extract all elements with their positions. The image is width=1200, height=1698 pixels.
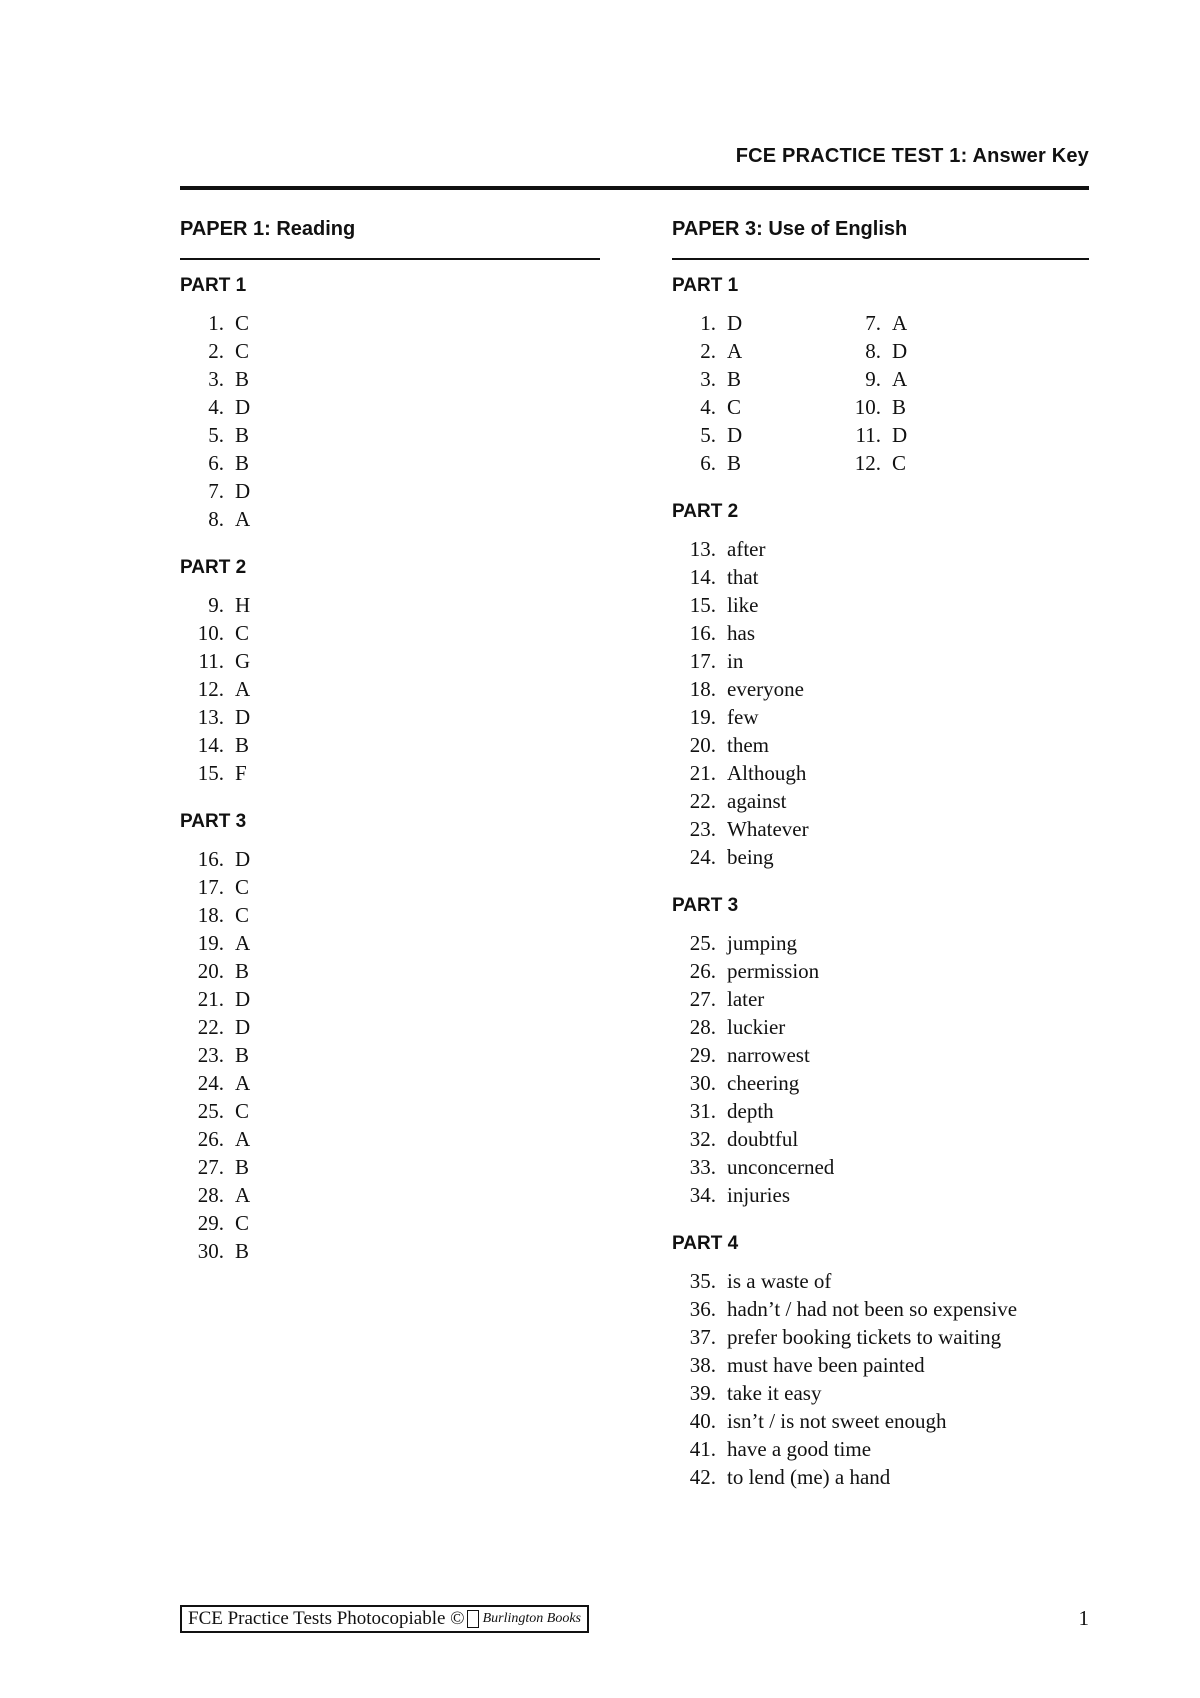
paper3-part2-title: PART 2: [672, 501, 739, 522]
answer-row: [180, 393, 600, 421]
title-divider: [180, 186, 1089, 190]
question-number: 27.: [689, 987, 716, 1011]
question-number: 17.: [197, 875, 224, 899]
answer-row: [837, 449, 907, 477]
paper3-part1-answers-left: [672, 309, 742, 477]
paper1-column: [180, 214, 600, 1286]
paper3-part1-answers-right: [837, 309, 907, 477]
page-title: FCE PRACTICE TEST 1: Answer Key: [735, 145, 1089, 167]
question-number: 12.: [854, 451, 881, 475]
paper3-part3-title: PART 3: [672, 895, 739, 916]
answer-row: [672, 337, 742, 365]
question-number: 39.: [689, 1381, 716, 1405]
paper1-part3-answers: [180, 845, 600, 1265]
question-number: 42.: [689, 1465, 716, 1489]
answer-row: [672, 1013, 1089, 1041]
question-number: 16.: [689, 621, 716, 645]
question-number: 18.: [197, 903, 224, 927]
answer-row: [672, 647, 1089, 675]
answer-row: [180, 1181, 600, 1209]
question-number: 29.: [197, 1211, 224, 1235]
answer-row: [672, 365, 742, 393]
footer-brand: Burlington Books: [482, 1611, 581, 1626]
answer-text: C: [235, 339, 250, 363]
question-number: 1.: [208, 311, 224, 335]
answer-text: hadn’t / had not been so expensive: [727, 1297, 1018, 1321]
question-number: 21.: [689, 761, 716, 785]
question-number: 21.: [197, 987, 224, 1011]
paper1-part2-title: PART 2: [180, 557, 247, 578]
question-number: 26.: [197, 1127, 224, 1151]
question-number: 11.: [855, 423, 881, 447]
answer-text: must have been painted: [727, 1353, 925, 1377]
answer-row: [672, 957, 1089, 985]
paper3-part1-answers: [672, 309, 1089, 477]
answer-row: [672, 309, 742, 337]
answer-row: [672, 421, 742, 449]
answer-text: B: [235, 1043, 250, 1067]
answer-row: [672, 1069, 1089, 1097]
question-number: 4.: [700, 395, 716, 419]
answer-row: [837, 393, 907, 421]
answer-text: jumping: [727, 931, 798, 955]
question-number: 10.: [197, 621, 224, 645]
question-number: 9.: [208, 593, 224, 617]
question-number: 14.: [197, 733, 224, 757]
answer-text: A: [892, 367, 908, 391]
answer-row: [672, 1323, 1089, 1351]
question-number: 15.: [197, 761, 224, 785]
answer-row: [672, 1267, 1089, 1295]
answer-text: cheering: [727, 1071, 800, 1095]
question-number: 24.: [197, 1071, 224, 1095]
answer-text: H: [235, 593, 251, 617]
answer-row: [180, 505, 600, 533]
answer-row: [837, 421, 907, 449]
answer-row: [180, 759, 600, 787]
answer-text: C: [892, 451, 907, 475]
answer-text: D: [235, 987, 251, 1011]
answer-text: everyone: [727, 677, 804, 701]
answer-row: [672, 1463, 1089, 1491]
paper3-part2-answers: [672, 535, 1089, 871]
question-number: 28.: [689, 1015, 716, 1039]
answer-row: [180, 845, 600, 873]
answer-text: like: [727, 593, 759, 617]
answer-text: B: [235, 1239, 250, 1263]
answer-row: [180, 703, 600, 731]
answer-row: [180, 929, 600, 957]
answer-text: B: [892, 395, 907, 419]
answer-text: F: [235, 761, 247, 785]
answer-text: A: [235, 677, 251, 701]
answer-text: depth: [727, 1099, 774, 1123]
paper3-part3-answers: [672, 929, 1089, 1209]
question-number: 24.: [689, 845, 716, 869]
question-number: 6.: [208, 451, 224, 475]
answer-row: [672, 1295, 1089, 1323]
answer-row: [672, 787, 1089, 815]
answer-text: take it easy: [727, 1381, 822, 1405]
paper1-part1-answers: [180, 309, 600, 533]
footer-copyright-box: [180, 1605, 589, 1633]
answer-row: [180, 365, 600, 393]
question-number: 6.: [700, 451, 716, 475]
answer-row: [672, 759, 1089, 787]
question-number: 13.: [689, 537, 716, 561]
answer-row: [672, 985, 1089, 1013]
answer-text: D: [235, 479, 251, 503]
answer-row: [180, 309, 600, 337]
answer-row: [672, 1379, 1089, 1407]
question-number: 40.: [689, 1409, 716, 1433]
question-number: 5.: [208, 423, 224, 447]
question-number: 14.: [689, 565, 716, 589]
answer-row: [672, 703, 1089, 731]
paper1-divider: [180, 258, 600, 260]
answer-text: A: [235, 1183, 251, 1207]
answer-row: [837, 309, 907, 337]
answer-row: [672, 675, 1089, 703]
question-number: 5.: [700, 423, 716, 447]
answer-text: D: [235, 847, 251, 871]
question-number: 38.: [689, 1353, 716, 1377]
question-number: 12.: [197, 677, 224, 701]
answer-text: Whatever: [727, 817, 809, 841]
answer-row: [672, 1351, 1089, 1379]
answer-text: prefer booking tickets to waiting: [727, 1325, 1002, 1349]
answer-text: narrowest: [727, 1043, 810, 1067]
answer-row: [672, 535, 1089, 563]
answer-text: C: [235, 903, 250, 927]
answer-row: [837, 337, 907, 365]
answer-row: [672, 563, 1089, 591]
question-number: 7.: [208, 479, 224, 503]
answer-text: B: [235, 959, 250, 983]
question-number: 22.: [197, 1015, 224, 1039]
answer-row: [180, 619, 600, 647]
paper1-part1-title: PART 1: [180, 275, 247, 296]
answer-row: [180, 591, 600, 619]
answer-text: them: [727, 733, 769, 757]
answer-row: [180, 1041, 600, 1069]
question-number: 18.: [689, 677, 716, 701]
answer-row: [180, 477, 600, 505]
answer-text: D: [727, 311, 743, 335]
answer-text: D: [727, 423, 743, 447]
page-number: 1: [1078, 1606, 1089, 1630]
answer-text: G: [235, 649, 251, 673]
answer-row: [180, 873, 600, 901]
answer-text: A: [235, 931, 251, 955]
answer-row: [180, 731, 600, 759]
paper3-title: PAPER 3: Use of English: [672, 218, 908, 240]
question-number: 16.: [197, 847, 224, 871]
answer-row: [180, 1209, 600, 1237]
answer-text: luckier: [727, 1015, 786, 1039]
answer-text: is a waste of: [727, 1269, 832, 1293]
question-number: 34.: [689, 1183, 716, 1207]
answer-text: unconcerned: [727, 1155, 835, 1179]
question-number: 30.: [197, 1239, 224, 1263]
answer-row: [672, 815, 1089, 843]
answer-row: [180, 675, 600, 703]
paper1-part3-title: PART 3: [180, 811, 247, 832]
answer-row: [672, 1435, 1089, 1463]
answer-row: [180, 1153, 600, 1181]
question-number: 25.: [689, 931, 716, 955]
question-number: 3.: [700, 367, 716, 391]
answer-row: [180, 647, 600, 675]
question-number: 23.: [689, 817, 716, 841]
answer-row: [672, 731, 1089, 759]
question-number: 28.: [197, 1183, 224, 1207]
question-number: 22.: [689, 789, 716, 813]
question-number: 29.: [689, 1043, 716, 1067]
answer-row: [180, 1097, 600, 1125]
answer-text: D: [892, 423, 908, 447]
paper3-part1-title: PART 1: [672, 275, 739, 296]
answer-text: permission: [727, 959, 820, 983]
paper3-part4-answers: [672, 1267, 1089, 1491]
answer-row: [672, 1097, 1089, 1125]
answer-text: C: [235, 1211, 250, 1235]
answer-row: [672, 449, 742, 477]
answer-text: B: [235, 367, 250, 391]
question-number: 13.: [197, 705, 224, 729]
answer-text: B: [235, 451, 250, 475]
question-number: 27.: [197, 1155, 224, 1179]
answer-text: D: [235, 1015, 251, 1039]
answer-row: [672, 1407, 1089, 1435]
answer-text: D: [235, 705, 251, 729]
answer-row: [180, 1237, 600, 1265]
question-number: 19.: [689, 705, 716, 729]
question-number: 4.: [208, 395, 224, 419]
answer-row: [180, 337, 600, 365]
answer-text: C: [235, 311, 250, 335]
answer-text: have a good time: [727, 1437, 872, 1461]
answer-text: C: [235, 621, 250, 645]
answer-text: Although: [727, 761, 807, 785]
answer-text: A: [235, 507, 251, 531]
answer-text: A: [235, 1127, 251, 1151]
paper3-column: [672, 214, 1089, 1512]
question-number: 2.: [208, 339, 224, 363]
answer-row: [180, 1013, 600, 1041]
answer-row: [180, 957, 600, 985]
question-number: 20.: [197, 959, 224, 983]
answer-text: later: [727, 987, 765, 1011]
paper1-title: PAPER 1: Reading: [180, 218, 356, 240]
answer-row: [672, 843, 1089, 871]
answer-text: that: [727, 565, 759, 589]
answer-text: B: [727, 451, 742, 475]
answer-row: [672, 1153, 1089, 1181]
answer-text: D: [235, 395, 251, 419]
answer-text: B: [235, 733, 250, 757]
question-number: 7.: [865, 311, 881, 335]
question-number: 10.: [854, 395, 881, 419]
question-number: 11.: [198, 649, 224, 673]
answer-row: [180, 1125, 600, 1153]
question-number: 37.: [689, 1325, 716, 1349]
answer-row: [180, 985, 600, 1013]
question-number: 15.: [689, 593, 716, 617]
answer-text: isn’t / is not sweet enough: [727, 1409, 947, 1433]
question-number: 41.: [689, 1437, 716, 1461]
answer-row: [180, 1069, 600, 1097]
question-number: 9.: [865, 367, 881, 391]
question-number: 19.: [197, 931, 224, 955]
question-number: 1.: [700, 311, 716, 335]
question-number: 26.: [689, 959, 716, 983]
answer-row: [672, 393, 742, 421]
answer-row: [672, 929, 1089, 957]
question-number: 31.: [689, 1099, 716, 1123]
answer-text: C: [727, 395, 742, 419]
answer-text: being: [727, 845, 774, 869]
question-number: 25.: [197, 1099, 224, 1123]
publisher-logo-icon: [467, 1610, 479, 1628]
question-number: 33.: [689, 1155, 716, 1179]
answer-text: A: [727, 339, 743, 363]
answer-text: C: [235, 875, 250, 899]
paper1-part2-answers: [180, 591, 600, 787]
question-number: 17.: [689, 649, 716, 673]
answer-row: [180, 901, 600, 929]
answer-row: [672, 1181, 1089, 1209]
answer-row: [180, 449, 600, 477]
answer-text: has: [727, 621, 755, 645]
answer-text: doubtful: [727, 1127, 799, 1151]
answer-row: [837, 365, 907, 393]
question-number: 8.: [865, 339, 881, 363]
answer-row: [180, 421, 600, 449]
answer-text: C: [235, 1099, 250, 1123]
answer-row: [672, 591, 1089, 619]
question-number: 8.: [208, 507, 224, 531]
answer-text: to lend (me) a hand: [727, 1465, 891, 1489]
answer-row: [672, 1125, 1089, 1153]
question-number: 32.: [689, 1127, 716, 1151]
question-number: 2.: [700, 339, 716, 363]
answer-text: in: [727, 649, 744, 673]
question-number: 30.: [689, 1071, 716, 1095]
answer-text: B: [235, 1155, 250, 1179]
answer-text: B: [727, 367, 742, 391]
answer-row: [672, 1041, 1089, 1069]
paper3-divider: [672, 258, 1089, 260]
answer-text: A: [892, 311, 908, 335]
answer-row: [672, 619, 1089, 647]
question-number: 35.: [689, 1269, 716, 1293]
answer-text: against: [727, 789, 787, 813]
question-number: 23.: [197, 1043, 224, 1067]
footer-copyright-text: FCE Practice Tests Photocopiable ©: [188, 1608, 465, 1629]
paper3-part4-title: PART 4: [672, 1233, 739, 1254]
question-number: 36.: [689, 1297, 716, 1321]
answer-text: A: [235, 1071, 251, 1095]
question-number: 20.: [689, 733, 716, 757]
answer-text: B: [235, 423, 250, 447]
answer-text: after: [727, 537, 766, 561]
answer-text: few: [727, 705, 759, 729]
answer-text: D: [892, 339, 908, 363]
answer-text: injuries: [727, 1183, 790, 1207]
question-number: 3.: [208, 367, 224, 391]
